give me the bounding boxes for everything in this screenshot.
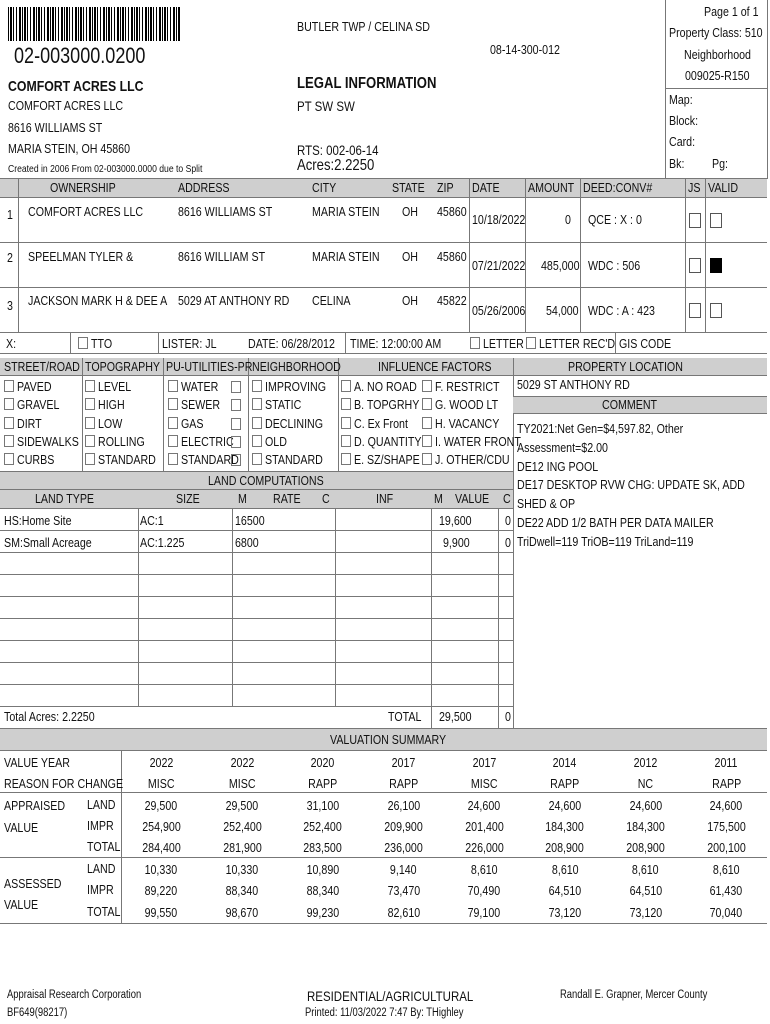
tto-checkbox[interactable] <box>78 337 88 349</box>
valuation-year: 2011 <box>714 755 738 770</box>
valuation-a-total: 236,000 <box>384 840 423 855</box>
valuation-s-impr: 61,430 <box>709 883 743 898</box>
map-number: 08-14-300-012 <box>490 42 560 57</box>
option-checkbox[interactable] <box>252 380 262 392</box>
row-date: 05/26/2006 <box>472 303 526 318</box>
col-state: STATE <box>392 180 425 195</box>
option-checkbox[interactable] <box>168 380 178 392</box>
valuation-a-total: 283,500 <box>303 840 343 855</box>
influence-left-option: A. NO ROAD <box>341 379 431 394</box>
col-c: C <box>322 491 330 506</box>
date-field: DATE: 06/28/2012 <box>248 336 335 351</box>
topography-option: ROLLING <box>85 434 155 449</box>
option-checkbox[interactable] <box>252 398 262 410</box>
col-size: SIZE <box>176 491 200 506</box>
valuation-s-land: 10,890 <box>306 862 340 877</box>
valuation-a-total: 284,400 <box>142 840 181 855</box>
land-c: 0 <box>505 535 511 550</box>
valuation-a-land: 24,600 <box>629 798 662 813</box>
property-location-address: 5029 ST ANTHONY RD <box>517 377 630 392</box>
row-address: 8616 WILLIAMS ST <box>178 204 273 219</box>
valuation-s-land: 10,330 <box>225 862 259 877</box>
map-label: Map: <box>669 92 693 107</box>
land-c: 0 <box>505 513 511 528</box>
utilities-title: PU-UTILITIES-PR <box>166 359 253 374</box>
neighborhood-option: STATIC <box>252 397 309 412</box>
legal-rts: RTS: 002-06-14 <box>297 142 379 158</box>
footer-type: RESIDENTIAL/AGRICULTURAL <box>307 988 474 1004</box>
comment-line: SHED & OP <box>517 496 576 512</box>
valuation-reason: RAPP <box>711 776 741 791</box>
lister-field: LISTER: JL <box>162 336 217 351</box>
valuation-s-total: 82,610 <box>387 905 420 920</box>
option-checkbox[interactable] <box>4 380 14 392</box>
footer-printed: Printed: 11/03/2022 7:47 By: THighley <box>305 1007 464 1019</box>
row-number: 3 <box>7 298 13 313</box>
row-deed: WDC : 506 <box>588 258 641 273</box>
col-value: VALUE <box>455 491 490 506</box>
comment-line: DE22 ADD 1/2 BATH PER DATA MAILER <box>517 515 714 530</box>
option-checkbox[interactable] <box>341 435 351 447</box>
neighborhood-label: Neighborhood <box>684 47 751 62</box>
utilities-option: ELECTRIC <box>168 434 245 449</box>
property-class: Property Class: 510 <box>669 25 763 40</box>
valuation-year: 2020 <box>310 755 335 770</box>
topography-option: STANDARD <box>85 452 169 467</box>
appraised-value-label: VALUE <box>4 820 39 835</box>
valuation-s-total: 73,120 <box>629 905 662 920</box>
utility-private-checkbox[interactable] <box>231 418 241 430</box>
valuation-s-land: 8,610 <box>470 862 498 877</box>
valuation-s-impr: 70,490 <box>467 883 501 898</box>
valid-checkbox[interactable] <box>710 303 722 318</box>
option-checkbox[interactable] <box>422 435 432 447</box>
s-impr-label: IMPR <box>87 882 114 897</box>
js-checkbox[interactable] <box>689 258 701 273</box>
valuation-a-land: 24,600 <box>548 798 582 813</box>
row-owner: JACKSON MARK H & DEE A <box>28 293 168 308</box>
option-checkbox[interactable] <box>85 453 95 465</box>
owner-street: 8616 WILLIAMS ST <box>8 120 103 135</box>
option-checkbox[interactable] <box>168 398 178 410</box>
valuation-s-land: 10,330 <box>145 862 178 877</box>
land-value: 19,600 <box>439 513 472 528</box>
valuation-reason: MISC <box>470 776 498 791</box>
influence-right-option: G. WOOD LT <box>422 397 512 412</box>
pg-label: Pg: <box>712 156 729 171</box>
valuation-s-impr: 73,470 <box>387 883 420 898</box>
col-ownership: OWNERSHIP <box>50 180 116 195</box>
row-address: 5029 AT ANTHONY RD <box>178 293 290 308</box>
option-checkbox[interactable] <box>4 453 14 465</box>
land-rate: 16500 <box>235 513 265 528</box>
col-amount: AMOUNT <box>528 180 575 195</box>
row-date: 07/21/2022 <box>472 258 526 273</box>
valuation-a-land: 24,600 <box>709 798 743 813</box>
a-total-label: TOTAL <box>87 839 121 854</box>
row-amount: 0 <box>565 212 571 227</box>
parcel-number: 02-003000.0200 <box>14 43 146 68</box>
tto-field: TTO <box>78 336 117 351</box>
block-label: Block: <box>669 113 699 128</box>
letter-checkbox[interactable] <box>470 337 480 349</box>
utilities-option: STANDARD <box>168 452 252 467</box>
utility-private-checkbox[interactable] <box>231 454 241 466</box>
comment-line: TriDwell=119 TriOB=119 TriLand=119 <box>517 533 694 549</box>
valuation-a-impr: 252,400 <box>303 819 343 834</box>
col-valid: VALID <box>708 180 739 195</box>
valuation-a-impr: 209,900 <box>384 819 423 834</box>
valuation-a-land: 29,500 <box>145 798 178 813</box>
neighborhood-code: 009025-R150 <box>685 68 750 83</box>
valuation-a-total: 208,900 <box>626 840 665 855</box>
option-checkbox[interactable] <box>252 435 262 447</box>
topography-option: LOW <box>85 416 128 431</box>
influence-left-option: E. SZ/SHAPE <box>341 452 434 467</box>
influence-right-option: I. WATER FRONT <box>422 434 540 449</box>
land-type: HS:Home Site <box>4 513 72 528</box>
option-checkbox[interactable] <box>252 453 262 465</box>
property-location-title: PROPERTY LOCATION <box>568 359 683 374</box>
valuation-year: 2017 <box>391 755 416 770</box>
barcode <box>8 7 180 41</box>
land-computations-title: LAND COMPUTATIONS <box>208 473 324 488</box>
legal-acres: Acres:2.2250 <box>297 157 375 174</box>
letter-recd-field: LETTER REC'D <box>526 336 632 351</box>
valuation-a-total: 281,900 <box>222 840 262 855</box>
col-address: ADDRESS <box>178 180 230 195</box>
valuation-s-land: 9,140 <box>390 862 417 877</box>
comment-line: TY2021:Net Gen=$4,597.82, Other <box>517 421 684 436</box>
valuation-year: 2012 <box>633 755 658 770</box>
valuation-reason: MISC <box>228 776 256 791</box>
option-checkbox[interactable] <box>252 417 262 429</box>
land-total-label: TOTAL <box>388 709 422 724</box>
footer-company: Appraisal Research Corporation <box>7 989 142 1001</box>
row-zip: 45860 <box>437 249 467 264</box>
col-land-type: LAND TYPE <box>35 491 95 506</box>
valuation-title: VALUATION SUMMARY <box>330 732 447 747</box>
row-city: MARIA STEIN <box>312 249 380 264</box>
option-checkbox[interactable] <box>341 380 351 392</box>
row-owner: COMFORT ACRES LLC <box>28 204 144 219</box>
s-land-label: LAND <box>87 861 116 876</box>
valid-checkbox[interactable] <box>710 258 722 273</box>
js-checkbox[interactable] <box>689 213 701 228</box>
neighborhood-option: DECLINING <box>252 416 336 431</box>
bk-label: Bk: <box>669 156 685 171</box>
option-checkbox[interactable] <box>168 435 178 447</box>
row-state: OH <box>402 204 418 219</box>
utilities-option: GAS <box>168 416 208 431</box>
option-checkbox[interactable] <box>422 398 432 410</box>
option-checkbox[interactable] <box>341 453 351 465</box>
s-total-label: TOTAL <box>87 904 121 919</box>
comment-line: DE17 DESKTOP RVW CHG: UPDATE SK, ADD <box>517 477 745 493</box>
valuation-year: 2022 <box>230 755 254 770</box>
row-date: 10/18/2022 <box>472 212 526 227</box>
row-amount: 54,000 <box>546 303 579 318</box>
street_road-option: PAVED <box>4 379 59 394</box>
valuation-s-impr: 88,340 <box>306 883 340 898</box>
owner-city: MARIA STEIN, OH 45860 <box>8 141 131 156</box>
comment-line: DE12 ING POOL <box>517 458 599 474</box>
col-zip: ZIP <box>437 180 454 195</box>
col-city: CITY <box>312 180 337 195</box>
influence-left-option: C. Ex Front <box>341 416 420 431</box>
valuation-a-total: 226,000 <box>464 840 504 855</box>
valuation-reason: RAPP <box>550 776 580 791</box>
land-total-c: 0 <box>505 709 511 724</box>
land-size: AC:1.225 <box>140 535 185 550</box>
valuation-s-land: 8,610 <box>712 862 740 877</box>
valuation-s-impr: 64,510 <box>629 883 662 898</box>
x-label: X: <box>6 336 17 351</box>
row-number: 2 <box>7 250 13 265</box>
appraised-label: APPRAISED <box>4 798 66 813</box>
legal-description: PT SW SW <box>297 98 355 114</box>
option-checkbox[interactable] <box>168 417 178 429</box>
valuation-year: 2022 <box>149 755 174 770</box>
neighborhood-option: OLD <box>252 434 292 449</box>
row-number: 1 <box>7 207 13 222</box>
time-field: TIME: 12:00:00 AM <box>350 336 442 351</box>
utilities-option: SEWER <box>168 397 229 412</box>
option-checkbox[interactable] <box>168 453 178 465</box>
valuation-reason: RAPP <box>308 776 338 791</box>
valuation-a-impr: 201,400 <box>464 819 504 834</box>
col-c2: C <box>503 491 511 506</box>
row-deed: WDC : A : 423 <box>588 303 655 318</box>
valuation-a-total: 200,100 <box>706 840 746 855</box>
land-rate: 6800 <box>235 535 259 550</box>
owner-name-bold: COMFORT ACRES LLC <box>8 78 144 95</box>
row-zip: 45860 <box>437 204 467 219</box>
reason-label: REASON FOR CHANGE <box>4 776 124 791</box>
valuation-a-impr: 252,400 <box>222 819 262 834</box>
comment-line: Assessment=$2.00 <box>517 439 608 455</box>
valuation-a-total: 208,900 <box>545 840 585 855</box>
col-js: JS <box>688 180 701 195</box>
valuation-a-impr: 184,300 <box>545 819 585 834</box>
option-checkbox[interactable] <box>341 398 351 410</box>
influence-right-option: H. VACANCY <box>422 416 514 431</box>
utility-private-checkbox[interactable] <box>231 436 241 448</box>
card-label: Card: <box>669 134 696 149</box>
row-owner: SPEELMAN TYLER & <box>28 249 134 264</box>
option-checkbox[interactable] <box>422 380 432 392</box>
valuation-s-total: 70,040 <box>709 905 743 920</box>
option-checkbox[interactable] <box>422 453 432 465</box>
page-number: Page 1 of 1 <box>704 4 759 19</box>
value-year-label: VALUE YEAR <box>4 755 70 770</box>
valuation-a-impr: 184,300 <box>626 819 665 834</box>
option-checkbox[interactable] <box>85 417 95 429</box>
valuation-s-total: 99,230 <box>306 905 340 920</box>
total-acres: Total Acres: 2.2250 <box>4 709 95 724</box>
influence-right-option: J. OTHER/CDU <box>422 452 526 467</box>
influence-right-option: F. RESTRICT <box>422 379 514 394</box>
gis-code-field: GIS CODE <box>619 336 672 351</box>
col-m: M <box>238 491 247 506</box>
row-zip: 45822 <box>437 293 467 308</box>
option-checkbox[interactable] <box>341 417 351 429</box>
land-type: SM:Small Acreage <box>4 535 92 550</box>
utility-private-checkbox[interactable] <box>231 381 241 393</box>
topography-option: LEVEL <box>85 379 138 394</box>
valuation-a-land: 26,100 <box>387 798 420 813</box>
option-checkbox[interactable] <box>85 398 95 410</box>
row-state: OH <box>402 249 418 264</box>
row-amount: 485,000 <box>541 258 580 273</box>
col-rate: RATE <box>273 491 301 506</box>
valuation-s-land: 8,610 <box>551 862 579 877</box>
row-address: 8616 WILLIAM ST <box>178 249 266 264</box>
topography-option: HIGH <box>85 397 131 412</box>
land-total-value: 29,500 <box>439 709 472 724</box>
col-date: DATE <box>472 180 500 195</box>
valuation-s-total: 73,120 <box>548 905 582 920</box>
a-impr-label: IMPR <box>87 818 114 833</box>
valuation-s-impr: 89,220 <box>145 883 178 898</box>
utility-private-checkbox[interactable] <box>231 399 241 411</box>
street_road-option: SIDEWALKS <box>4 434 92 449</box>
letter-recd-checkbox[interactable] <box>526 337 536 349</box>
valuation-s-total: 79,100 <box>467 905 501 920</box>
letter-field: LETTER <box>470 336 533 351</box>
option-checkbox[interactable] <box>4 417 14 429</box>
valuation-reason: MISC <box>148 776 175 791</box>
row-deed: QCE : X : 0 <box>588 212 642 227</box>
footer-form: BF649(98217) <box>7 1007 68 1019</box>
valuation-s-impr: 64,510 <box>548 883 582 898</box>
street_road-option: GRAVEL <box>4 397 69 412</box>
valuation-reason: RAPP <box>388 776 418 791</box>
valuation-a-land: 31,100 <box>306 798 340 813</box>
option-checkbox[interactable] <box>4 398 14 410</box>
valuation-a-impr: 254,900 <box>142 819 181 834</box>
assessed-label: ASSESSED <box>4 876 62 891</box>
row-city: CELINA <box>312 293 351 308</box>
valuation-s-total: 98,670 <box>225 905 259 920</box>
col-inf: INF <box>376 491 394 506</box>
land-size: AC:1 <box>140 513 164 528</box>
street_road-option: CURBS <box>4 452 63 467</box>
valid-checkbox[interactable] <box>710 213 722 228</box>
footer-auditor: Randall E. Grapner, Mercer County <box>560 989 708 1001</box>
option-checkbox[interactable] <box>4 435 14 447</box>
utilities-option: WATER <box>168 379 227 394</box>
neighborhood-option: IMPROVING <box>252 379 339 394</box>
valuation-a-land: 24,600 <box>467 798 501 813</box>
valuation-s-land: 8,610 <box>632 862 659 877</box>
street_road-option: DIRT <box>4 416 47 431</box>
col-m2: M <box>434 491 443 506</box>
owner-name: COMFORT ACRES LLC <box>8 98 124 113</box>
valuation-reason: NC <box>637 776 654 791</box>
a-land-label: LAND <box>87 797 116 812</box>
row-city: MARIA STEIN <box>312 204 380 219</box>
created-note: Created in 2006 From 02-003000.0000 due to Split <box>8 163 203 175</box>
land-value: 9,900 <box>443 535 470 550</box>
neighborhood-option: STANDARD <box>252 452 336 467</box>
option-checkbox[interactable] <box>85 380 95 392</box>
valuation-s-total: 99,550 <box>145 905 178 920</box>
valuation-a-impr: 175,500 <box>706 819 746 834</box>
influence-title: INFLUENCE FACTORS <box>378 359 492 374</box>
legal-heading: LEGAL INFORMATION <box>297 75 437 92</box>
valuation-a-land: 29,500 <box>225 798 259 813</box>
influence-left-option: B. TOPGRHY <box>341 397 434 412</box>
influence-left-option: D. QUANTITY <box>341 434 436 449</box>
valuation-s-impr: 88,340 <box>225 883 259 898</box>
row-state: OH <box>402 293 418 308</box>
assessed-value-label: VALUE <box>4 897 39 912</box>
topography-title: TOPOGRAPHY <box>85 359 161 374</box>
valuation-year: 2014 <box>552 755 577 770</box>
street-road-title: STREET/ROAD <box>4 359 80 374</box>
option-checkbox[interactable] <box>422 417 432 429</box>
township: BUTLER TWP / CELINA SD <box>297 19 430 34</box>
js-checkbox[interactable] <box>689 303 701 318</box>
comment-title: COMMENT <box>602 397 658 412</box>
neighborhood-title: NEIGHBORHOOD <box>252 359 341 374</box>
valuation-year: 2017 <box>472 755 496 770</box>
option-checkbox[interactable] <box>85 435 95 447</box>
col-deed: DEED:CONV# <box>583 180 653 195</box>
